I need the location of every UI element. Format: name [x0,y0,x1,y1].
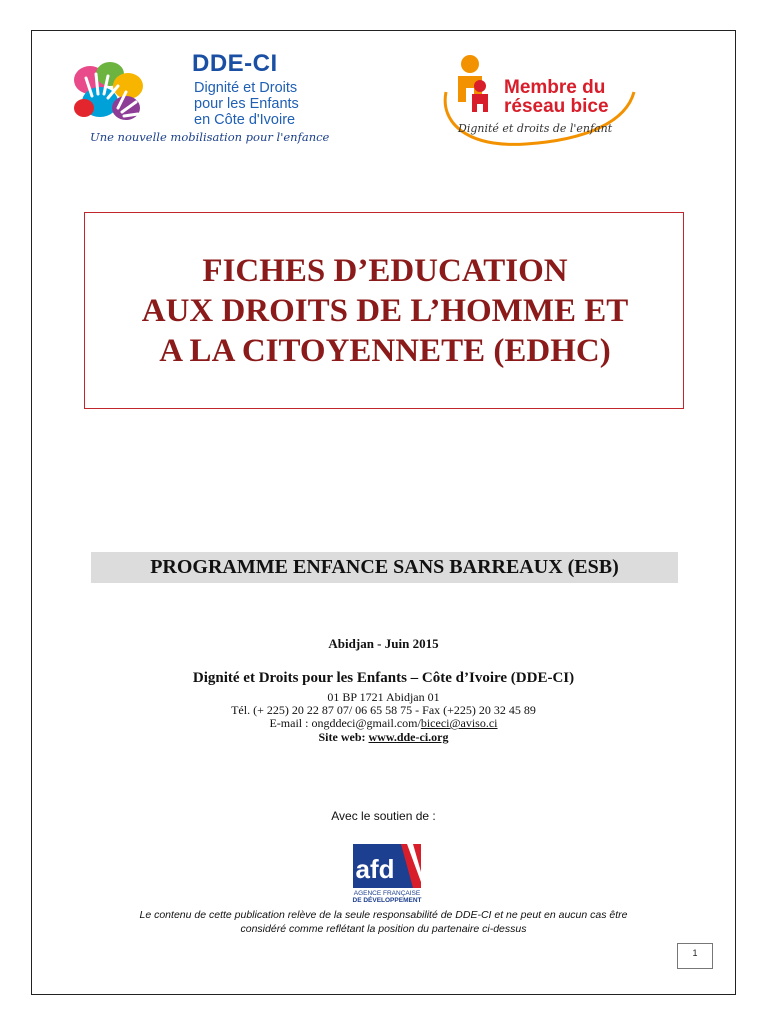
ddeci-line-3: en Côte d'Ivoire [194,112,296,128]
ddeci-logo [66,50,330,150]
website-line [31,730,736,745]
ddeci-line-1: Dignité et Droits [194,80,298,96]
publication-date: Abidjan - Juin 2015 [328,636,439,651]
title-line-2: AUX DROITS DE L’HOMME ET [141,293,629,329]
title-box [84,212,684,409]
support-label: Avec le soutien de : [331,809,436,823]
address: 01 BP 1721 Abidjan 01 [327,690,440,704]
bice-title-line-2: réseau bice [504,96,609,117]
bice-tagline: Dignité et droits de l'enfant [458,122,613,135]
ddeci-hands-icon [70,56,150,130]
afd-line-1: AGENCE FRANÇAISE [353,890,421,897]
disclaimer-line-1: Le contenu de cette publication relève de la seule responsabilité de DDE-CI et ne peut en aucun cas être [139,909,628,921]
afd-line-2: DE DÉVELOPPEMENT [352,897,422,904]
bice-title-line-1: Membre du [504,77,606,98]
ddeci-name: DDE-CI [192,50,278,77]
afd-mark: afd [355,854,395,884]
title-line-1: FICHES D’EDUCATION [202,253,568,289]
phone-fax: Tél. (+ 225) 20 22 87 07/ 06 65 58 75 - Fax (+225) 20 32 45 89 [231,703,536,717]
email-primary: E-mail : ongddeci@gmail.com/ [269,716,421,730]
ddeci-line-2: pour les Enfants [194,96,299,112]
bice-logo [436,52,636,150]
page-number: 1 [692,948,698,958]
program-banner: PROGRAMME ENFANCE SANS BARREAUX (ESB) [91,552,678,583]
disclaimer-line-2: considéré comme reflétant la position du partenaire ci-dessus [240,923,527,935]
organization-name: Dignité et Droits pour les Enfants – Côte d’Ivoire (DDE-CI) [192,670,575,686]
email-line [31,716,736,731]
bice-title [504,78,609,116]
email-secondary-link[interactable]: biceci@aviso.ci [420,716,498,730]
page-number-box [677,943,713,969]
afd-logo [351,842,423,904]
title-line-3: A LA CITOYENNETE (EDHC) [159,333,611,369]
website-link[interactable]: www.dde-ci.org [368,730,449,744]
website-label: Site web: [318,730,369,744]
ddeci-tagline: Une nouvelle mobilisation pour l'enfance [90,130,330,144]
